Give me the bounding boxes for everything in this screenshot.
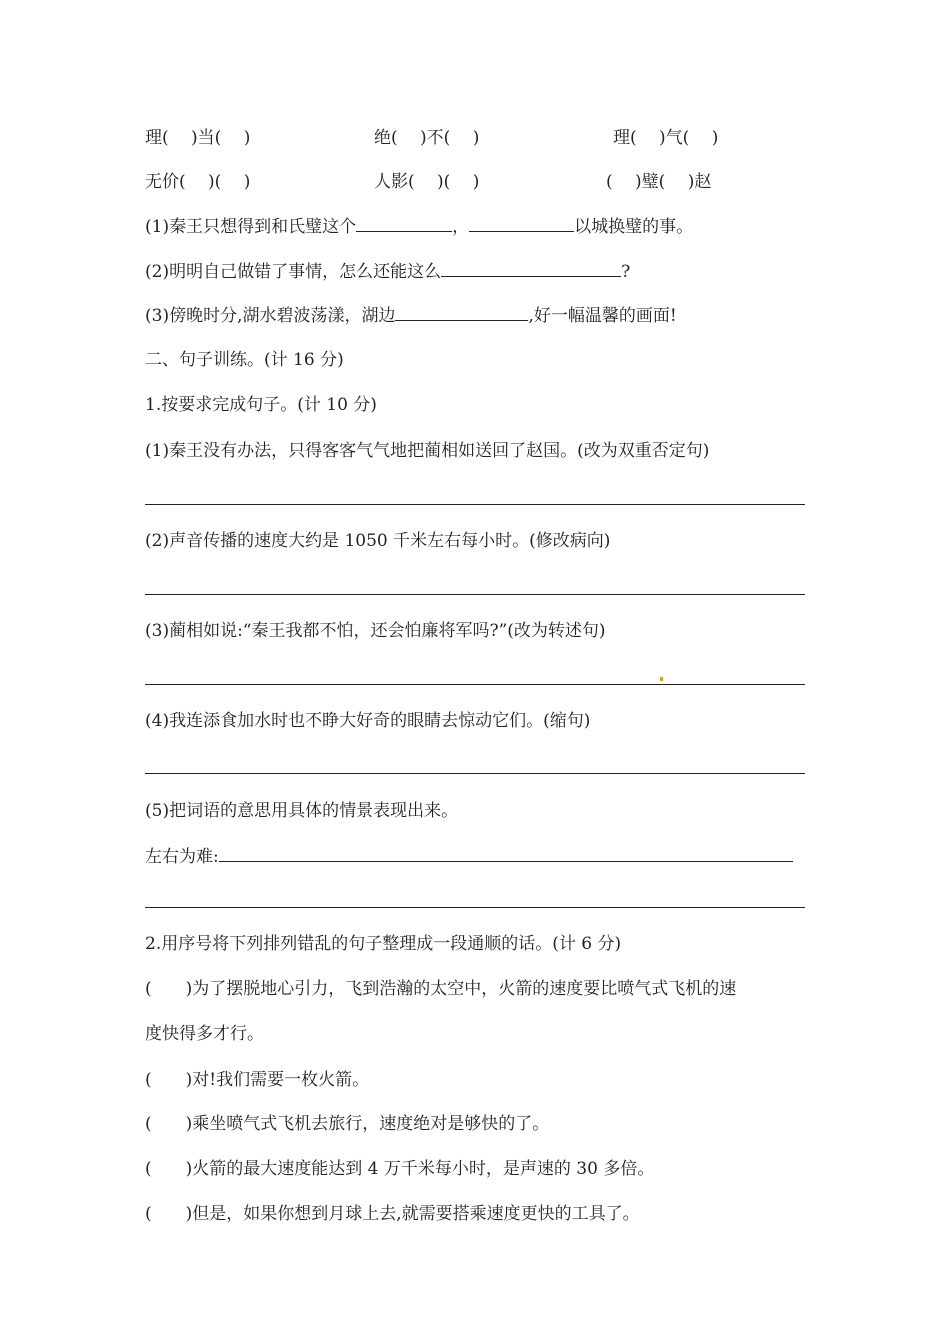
fill-blank-3-text-b: ,好一幅温馨的画面!	[528, 306, 677, 326]
question-1-item-4: (4)我连添食加水时也不睁大好奇的眼睛去惊动它们。(缩句)	[145, 711, 591, 731]
fill-blank-1-text-b: ，	[452, 217, 470, 237]
answer-line[interactable]	[145, 907, 805, 908]
question-1-item-5-answer	[145, 841, 805, 871]
fill-blank-3	[145, 300, 677, 330]
sentence-text: 为了摆脱地心引力，飞到浩瀚的太空中，火箭的速度要比喷气式飞机的速	[192, 979, 737, 999]
idiom-6: ( )璧( )赵	[606, 172, 712, 192]
sentence-text: 乘坐喷气式飞机去旅行，速度绝对是够快的了。	[192, 1114, 550, 1134]
order-bracket[interactable]: ( )	[145, 1204, 193, 1224]
question-1-title: 1.按要求完成句子。(计 10 分)	[145, 395, 377, 415]
answer-line[interactable]	[145, 594, 805, 595]
fill-blank-2-text-b: ?	[621, 262, 631, 282]
order-bracket[interactable]: ( )	[145, 1159, 193, 1179]
question-1-item-2: (2)声音传播的速度大约是 1050 千米左右每小时。(修改病向)	[145, 531, 611, 551]
idiom-5: 人影( )( )	[374, 172, 480, 192]
sentence-text: 火箭的最大速度能达到 4 万千米每小时，是声速的 30 多倍。	[192, 1159, 655, 1179]
answer-line[interactable]	[145, 773, 805, 774]
list-item-continuation: 度快得多才行。	[145, 1024, 264, 1044]
question-1-item-3: (3)蔺相如说:“秦王我都不怕，还会怕廉将军吗?”(改为转述句)	[145, 621, 606, 641]
answer-line[interactable]	[145, 684, 805, 685]
question-1-item-5: (5)把词语的意思用具体的情景表现出来。	[145, 801, 459, 821]
fill-blank-1	[145, 211, 693, 241]
list-item	[145, 1199, 640, 1229]
idiom-label: 左右为难:	[145, 847, 219, 867]
fill-blank-1-text-a: (1)秦王只想得到和氏璧这个	[145, 217, 357, 237]
fill-blank-3-text-a: (3)傍晚时分,湖水碧波荡漾，湖边	[145, 306, 396, 326]
answer-blank[interactable]	[441, 256, 621, 277]
answer-blank[interactable]	[395, 300, 528, 321]
idiom-1: 理( )当( )	[145, 128, 251, 148]
answer-line[interactable]	[145, 504, 805, 505]
list-item	[145, 1065, 369, 1095]
order-bracket[interactable]: ( )	[145, 1114, 193, 1134]
fill-blank-1-text-c: 以城换璧的事。	[574, 217, 694, 237]
idiom-2: 绝( )不( )	[374, 128, 480, 148]
fill-blank-2-text-a: (2)明明自己做错了事情，怎么还能这么	[145, 262, 442, 282]
fill-blank-2	[145, 256, 630, 286]
list-item	[145, 1154, 654, 1184]
sentence-text: 对!我们需要一枚火箭。	[192, 1070, 370, 1090]
list-item	[145, 974, 736, 1004]
answer-blank[interactable]	[356, 211, 452, 232]
idiom-4: 无价( )( )	[145, 172, 251, 192]
order-bracket[interactable]: ( )	[145, 979, 193, 999]
idiom-3: 理( )气( )	[613, 128, 719, 148]
section-2-title: 二、句子训练。(计 16 分)	[145, 350, 344, 370]
sentence-text: 但是，如果你想到月球上去,就需要搭乘速度更快的工具了。	[192, 1204, 640, 1224]
answer-blank[interactable]	[469, 211, 574, 232]
question-1-item-1: (1)秦王没有办法，只得客客气气地把蔺相如送回了赵国。(改为双重否定句)	[145, 441, 710, 461]
question-2-title: 2.用序号将下列排列错乱的句子整理成一段通顺的话。(计 6 分)	[145, 934, 622, 954]
order-bracket[interactable]: ( )	[145, 1070, 193, 1090]
list-item	[145, 1109, 549, 1139]
stray-mark	[660, 677, 663, 681]
answer-blank[interactable]	[219, 841, 793, 862]
